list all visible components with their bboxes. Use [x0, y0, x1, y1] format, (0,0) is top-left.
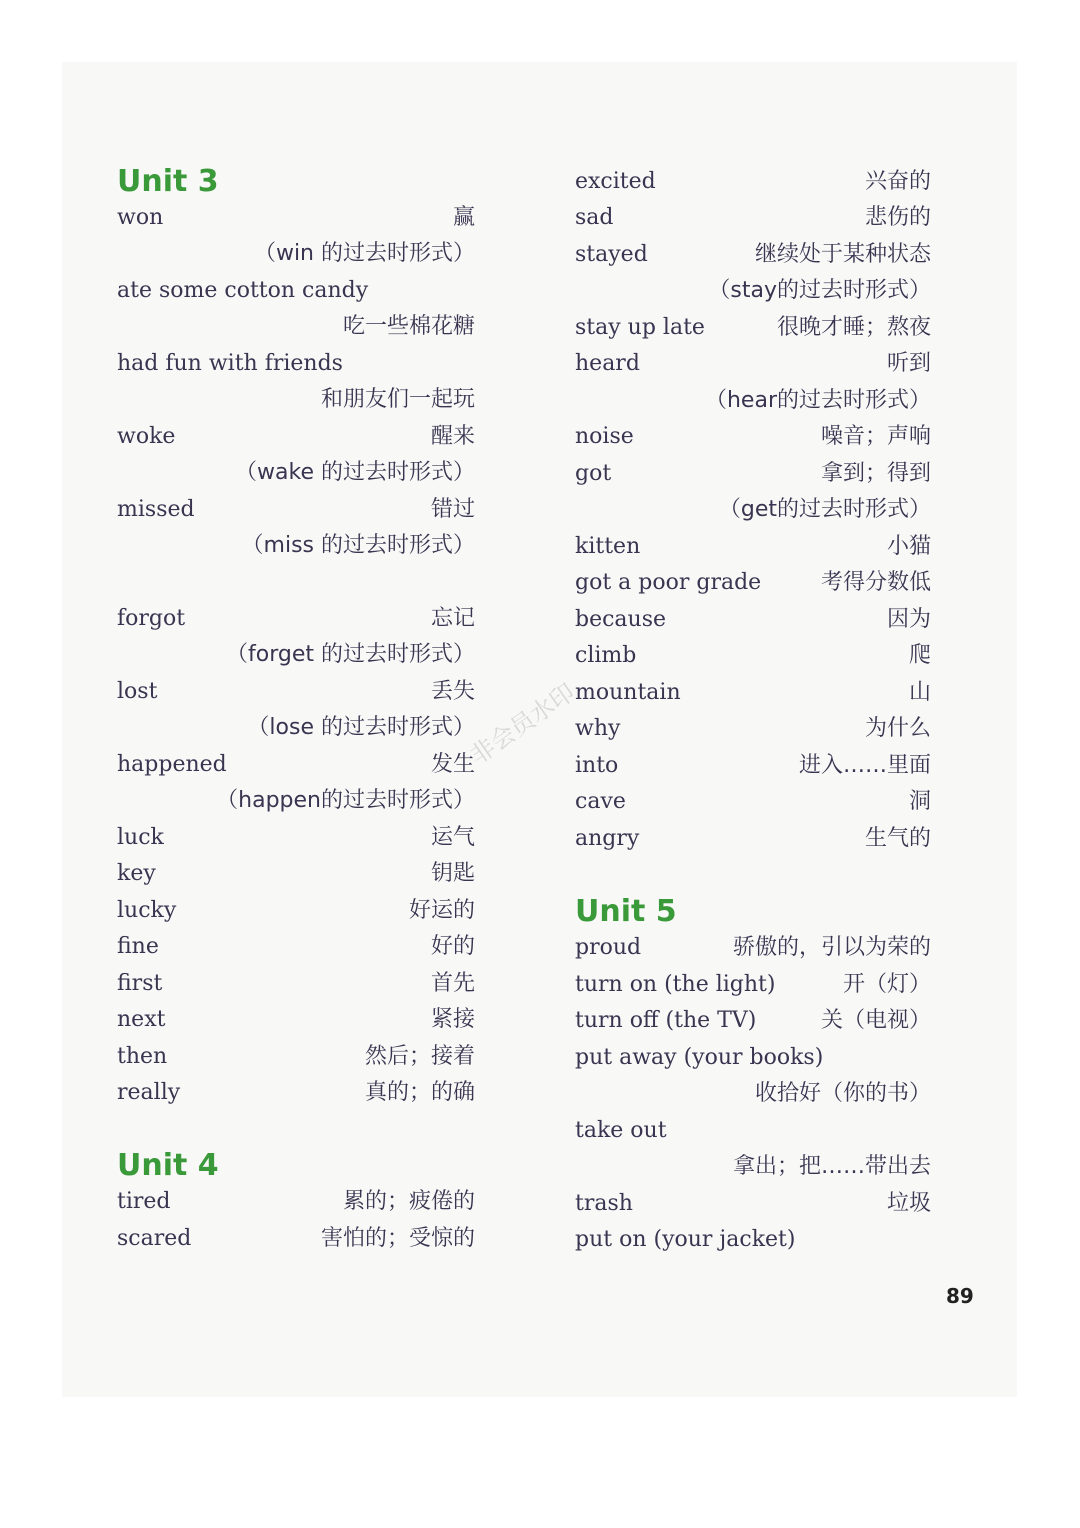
vocab-meaning: 拿到；得到 — [820, 461, 931, 486]
vocab-row — [117, 1184, 475, 1220]
vocab-row — [117, 893, 475, 929]
vocab-row — [575, 748, 931, 784]
vocab-word: had fun with friends — [117, 351, 343, 376]
vocab-meaning: 忘记 — [430, 606, 475, 631]
vocab-word: climb — [575, 643, 637, 668]
vocab-word: got a poor grade — [575, 570, 762, 595]
vocab-meaning: （happen的过去时形式） — [216, 788, 475, 813]
vocab-word: why — [575, 716, 621, 741]
watermark: 非会员水印 — [465, 678, 580, 770]
vocab-row — [575, 419, 931, 455]
vocab-row — [575, 675, 931, 711]
vocab-word: fine — [117, 934, 159, 959]
vocab-row — [117, 528, 475, 564]
vocab-meaning: （get的过去时形式） — [718, 497, 931, 522]
vocab-row — [575, 1222, 931, 1258]
vocab-word: really — [117, 1080, 181, 1105]
vocab-row — [575, 967, 931, 1003]
vocab-row — [575, 1003, 931, 1039]
vocab-row — [117, 309, 475, 345]
vocab-meaning: 和朋友们一起玩 — [320, 387, 475, 412]
vocab-word: luck — [117, 825, 164, 850]
unit-3-title: Unit 3 — [117, 164, 219, 199]
vocab-meaning: 关（电视） — [820, 1008, 931, 1033]
vocab-meaning: 骄傲的，引以为荣的 — [732, 935, 931, 960]
vocab-word: because — [575, 607, 667, 632]
vocab-word: put away (your books) — [575, 1045, 824, 1070]
vocab-row — [117, 273, 475, 309]
vocab-word: noise — [575, 424, 634, 449]
vocab-row — [575, 1149, 931, 1185]
vocab-row — [575, 1040, 931, 1076]
vocab-meaning: 爬 — [908, 643, 931, 668]
vocab-meaning: 小猫 — [886, 534, 931, 559]
vocab-row — [575, 638, 931, 674]
vocab-meaning: 开（灯） — [842, 972, 931, 997]
vocab-word: then — [117, 1044, 168, 1069]
vocab-meaning: （lose 的过去时形式） — [247, 715, 475, 740]
vocab-row — [117, 674, 475, 710]
unit-4-title: Unit 4 — [117, 1148, 219, 1183]
vocab-row — [117, 929, 475, 965]
vocab-word: into — [575, 753, 619, 778]
vocab-meaning: 紧接 — [430, 1007, 475, 1032]
vocab-row — [117, 783, 475, 819]
vocab-word: trash — [575, 1191, 633, 1216]
vocab-row — [117, 492, 475, 528]
vocab-row — [117, 1221, 475, 1257]
vocab-meaning: （miss 的过去时形式） — [241, 533, 475, 558]
vocab-word: proud — [575, 935, 642, 960]
vocab-row — [575, 1186, 931, 1222]
vocab-word: sad — [575, 205, 614, 230]
unit-5-title: Unit 5 — [575, 894, 677, 929]
vocab-row — [117, 419, 475, 455]
vocab-meaning: 听到 — [886, 351, 931, 376]
vocab-meaning: 为什么 — [864, 716, 931, 741]
vocab-meaning: 悲伤的 — [864, 205, 931, 230]
vocab-meaning: 拿出；把……带出去 — [732, 1154, 931, 1179]
vocab-word: won — [117, 205, 164, 230]
vocab-row — [117, 601, 475, 637]
vocab-meaning: 吃一些棉花糖 — [342, 314, 475, 339]
vocab-row — [117, 747, 475, 783]
vocab-meaning: 然后；接着 — [364, 1044, 475, 1069]
vocab-word: woke — [117, 424, 176, 449]
vocab-row — [117, 856, 475, 892]
vocab-word: angry — [575, 826, 640, 851]
vocab-word: excited — [575, 169, 656, 194]
page-number: 89 — [946, 1284, 974, 1308]
vocab-meaning: 很晚才睡；熬夜 — [776, 315, 931, 340]
vocab-row — [117, 710, 475, 746]
vocab-meaning: 好的 — [430, 934, 475, 959]
vocab-row — [575, 711, 931, 747]
vocab-word: scared — [117, 1226, 192, 1251]
vocab-row — [575, 1113, 931, 1149]
vocab-meaning: （win 的过去时形式） — [253, 241, 475, 266]
vocab-meaning: （hear的过去时形式） — [704, 388, 931, 413]
vocab-row — [575, 529, 931, 565]
vocab-word: lost — [117, 679, 158, 704]
vocab-row — [117, 200, 475, 236]
vocab-row — [117, 1002, 475, 1038]
vocab-word: stayed — [575, 242, 648, 267]
vocab-meaning: 真的；的确 — [364, 1080, 475, 1105]
vocab-word: first — [117, 971, 163, 996]
vocab-row — [575, 821, 931, 857]
vocab-word: kitten — [575, 534, 641, 559]
vocab-meaning: （forget 的过去时形式） — [226, 642, 475, 667]
vocab-row — [575, 383, 931, 419]
vocab-row — [575, 200, 931, 236]
vocab-row — [117, 1039, 475, 1075]
vocab-meaning: 因为 — [886, 607, 931, 632]
vocab-word: happened — [117, 752, 227, 777]
vocab-row — [575, 273, 931, 309]
vocab-meaning: 发生 — [430, 752, 475, 777]
vocab-meaning: 噪音；声响 — [820, 424, 931, 449]
vocab-word: lucky — [117, 898, 177, 923]
vocab-meaning: 继续处于某种状态 — [754, 242, 931, 267]
vocab-row — [575, 930, 931, 966]
vocab-meaning: （stay的过去时形式） — [708, 278, 931, 303]
vocab-meaning: 首先 — [430, 971, 475, 996]
vocab-meaning: 好运的 — [408, 898, 475, 923]
vocab-row — [575, 346, 931, 382]
vocab-meaning: 收拾好（你的书） — [754, 1081, 931, 1106]
vocab-row — [117, 637, 475, 673]
vocab-word: missed — [117, 497, 195, 522]
vocab-word: turn off (the TV) — [575, 1008, 757, 1033]
vocab-row — [575, 492, 931, 528]
vocab-row — [117, 455, 475, 491]
vocab-word: next — [117, 1007, 166, 1032]
vocab-row — [575, 565, 931, 601]
vocab-row — [575, 456, 931, 492]
vocab-row — [117, 1075, 475, 1111]
vocab-word: turn on (the light) — [575, 972, 776, 997]
vocab-row — [575, 784, 931, 820]
vocab-meaning: 丢失 — [430, 679, 475, 704]
vocab-meaning: 洞 — [908, 789, 931, 814]
vocab-meaning: 累的；疲倦的 — [342, 1189, 475, 1214]
vocab-row — [575, 1076, 931, 1112]
vocab-meaning: 生气的 — [864, 826, 931, 851]
vocab-meaning: 害怕的；受惊的 — [320, 1226, 475, 1251]
vocab-row — [575, 310, 931, 346]
vocab-meaning: 运气 — [430, 825, 475, 850]
vocab-meaning: 钥匙 — [430, 861, 475, 886]
vocab-meaning: 兴奋的 — [864, 169, 931, 194]
vocab-meaning: 进入……里面 — [798, 753, 931, 778]
vocab-meaning: 考得分数低 — [820, 570, 931, 595]
vocab-meaning: 错过 — [430, 497, 475, 522]
vocab-word: tired — [117, 1189, 171, 1214]
vocab-word: cave — [575, 789, 626, 814]
vocab-word: stay up late — [575, 315, 705, 340]
vocab-meaning: 赢 — [452, 205, 475, 230]
vocab-word: ate some cotton candy — [117, 278, 369, 303]
vocab-meaning: 醒来 — [430, 424, 475, 449]
vocab-row — [117, 346, 475, 382]
vocab-word: mountain — [575, 680, 681, 705]
vocab-meaning: 山 — [908, 680, 931, 705]
vocab-word: got — [575, 461, 612, 486]
vocab-meaning: （wake 的过去时形式） — [235, 460, 475, 485]
vocab-word: take out — [575, 1118, 667, 1143]
vocab-row — [117, 966, 475, 1002]
vocab-word: key — [117, 861, 156, 886]
vocab-word: put on (your jacket) — [575, 1227, 796, 1252]
vocab-word: forgot — [117, 606, 186, 631]
vocab-word: heard — [575, 351, 640, 376]
vocab-row — [117, 236, 475, 272]
vocab-row — [575, 164, 931, 200]
vocab-meaning: 垃圾 — [886, 1191, 931, 1216]
vocab-row — [117, 382, 475, 418]
vocab-row — [575, 602, 931, 638]
vocab-row — [575, 237, 931, 273]
vocab-row — [117, 820, 475, 856]
